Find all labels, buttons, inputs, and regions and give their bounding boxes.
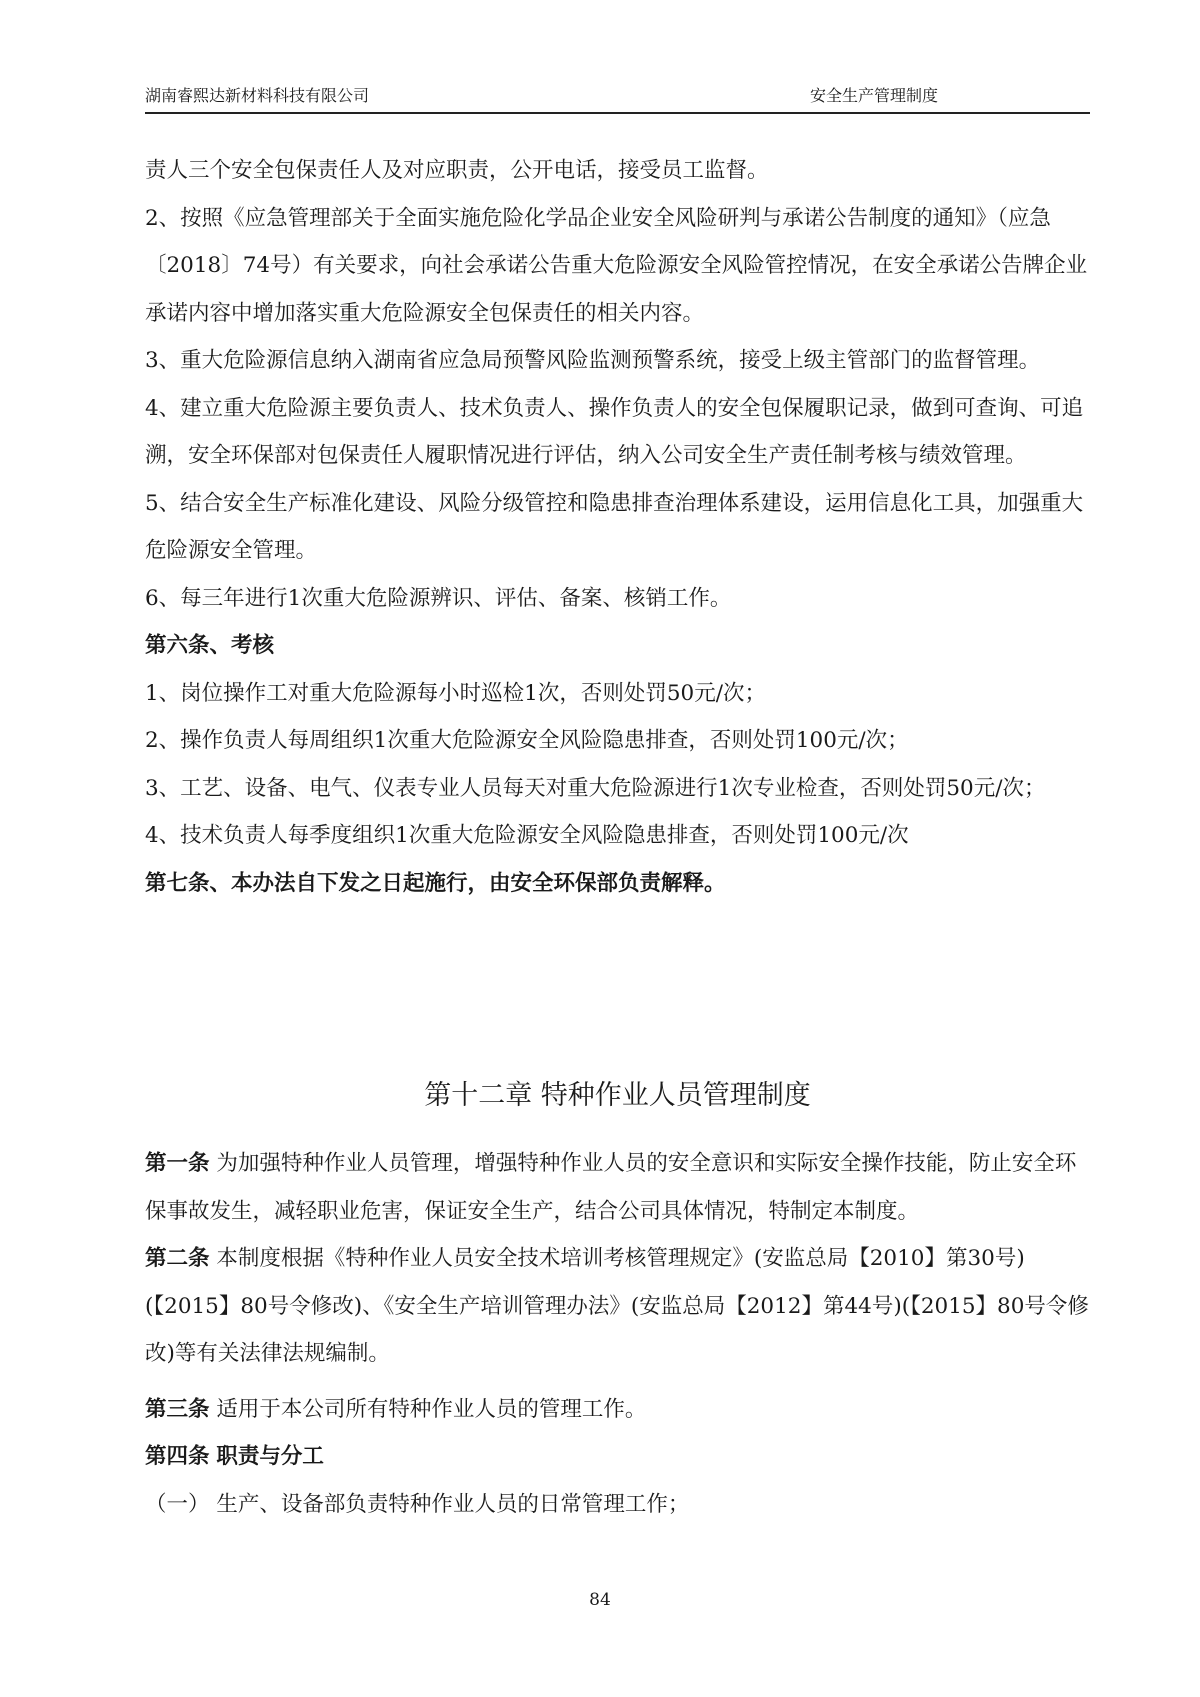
article-3 (145, 1386, 1090, 1434)
list-item: 4、技术负责人每季度组织1次重大危险源安全风险隐患排查，否则处罚100元/次 (145, 823, 909, 848)
article-head: 第二条 (145, 1246, 210, 1271)
list-item: 3、工艺、设备、电气、仪表专业人员每天对重大危险源进行1次专业检查，否则处罚50元/次； (145, 775, 1046, 801)
chapter-title: 第十二章 特种作业人员管理制度 (424, 1080, 811, 1111)
company-name: 湖南睿熙达新材料科技有限公司 (145, 86, 370, 105)
article-text: 适用于本公司所有特种作业人员的管理工作。 (216, 1396, 647, 1422)
article-7: 第七条、本办法自下发之日起施行，由安全环保部负责解释。 (145, 870, 726, 896)
paragraph: 3、重大危险源信息纳入湖南省应急局预警风险监测预警系统，接受上级主管部门的监督管理。 (145, 348, 1041, 373)
list-item: （一） 生产、设备部负责特种作业人员的日常管理工作； (145, 1491, 690, 1517)
article-1 (145, 1140, 1090, 1235)
paragraph: 4、建立重大危险源主要负责人、技术负责人、操作负责人的安全包保履职记录，做到可查询、可追溯，安全环保部对包保责任人履职情况进行评估，纳入公司安全生产责任制考核与绩效管理。 (145, 395, 1084, 468)
paragraph: 5、结合安全生产标准化建设、风险分级管控和隐患排查治理体系建设，运用信息化工具，加强重大危险源安全管理。 (145, 490, 1084, 563)
section-body (145, 147, 1090, 907)
article-4 (145, 1433, 1090, 1481)
paragraph: 2、按照《应急管理部关于全面实施危险化学品企业安全风险研判与承诺公告制度的通知》（应急〔2018〕74号）有关要求，向社会承诺公告重大危险源安全风险管控情况，在安全承诺公告牌企业承诺内容中增加落实重大危险源安全包保责任的相关内容。 (145, 205, 1088, 326)
page-number: 84 (589, 1590, 611, 1610)
article-6-title: 第六条、考核 (145, 633, 275, 658)
page-header (145, 82, 1090, 114)
article-text: 本制度根据《特种作业人员安全技术培训考核管理规定》(安监总局【2010】第30号)(【2015】80号令修改)、《安全生产培训管理办法》(安监总局【2012】第44号)(【2015】80号令修改)等有关法律法规编制。 (145, 1246, 1089, 1366)
article-text: 为加强特种作业人员管理，增强特种作业人员的安全意识和实际安全操作技能，防止安全环保事故发生，减轻职业危害，保证安全生产，结合公司具体情况，特制定本制度。 (145, 1151, 1077, 1224)
article-head: 第一条 (145, 1151, 210, 1176)
article-text: 职责与分工 (216, 1444, 324, 1469)
chapter-body (145, 1140, 1090, 1528)
article-head: 第三条 (145, 1396, 210, 1422)
paragraph: 6、每三年进行1次重大危险源辨识、评估、备案、核销工作。 (145, 585, 732, 611)
paragraph: 责人三个安全包保责任人及对应职责，公开电话，接受员工监督。 (145, 158, 769, 183)
list-item: 1、岗位操作工对重大危险源每小时巡检1次，否则处罚50元/次； (145, 680, 766, 706)
document-title: 安全生产管理制度 (810, 86, 939, 105)
list-item: 2、操作负责人每周组织1次重大危险源安全风险隐患排查，否则处罚100元/次； (145, 728, 909, 753)
article-head: 第四条 (145, 1444, 210, 1469)
article-2 (145, 1235, 1090, 1378)
